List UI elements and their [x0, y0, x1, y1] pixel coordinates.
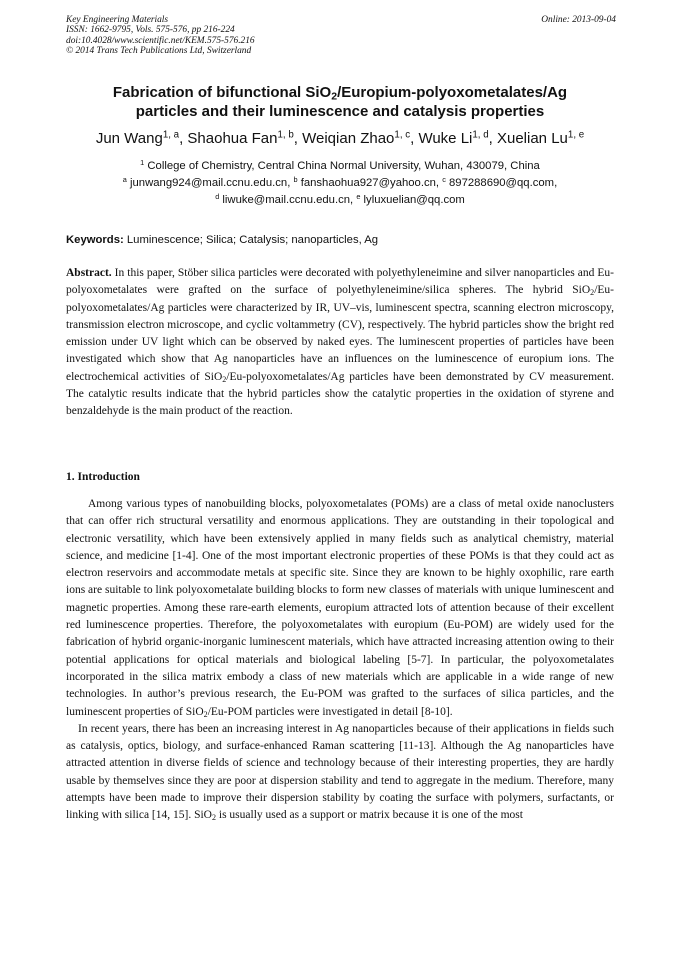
abstract [66, 265, 614, 421]
abstract-label: Abstract. [66, 267, 112, 279]
issn-line: ISSN: 1662-9795, Vols. 575-576, pp 216-224 [66, 25, 235, 36]
intro-paragraph-2 [66, 721, 614, 825]
keywords-label: Keywords: [66, 234, 124, 246]
abstract-subscript: 2 [222, 374, 227, 384]
title-text-b: /Europium-polyoxometalates/Ag [337, 84, 568, 101]
paragraph-text: In recent years, there has been an increasing interest in Ag nanoparticles because of their applications in fields such as catalysis, optics, biology, and surface-enhanced Raman scattering [11-13]. Although the Ag nanoparticles have attracted attention in diverse fields of science and technology because of their interesting properties, they are hardly usable by themselves since they are poor at dispersion stability and tend to aggregate in the medium. Therefore, many attempts have been made to improve their dispersion stability by coating the surface with polymers, surfactants, or linking with silica [14, 15]. SiO [66, 722, 614, 822]
author-name: Jun Wang [95, 130, 163, 147]
abstract-subscript: 2 [590, 288, 595, 298]
paragraph-subscript: 2 [203, 709, 208, 719]
abstract-text: /Eu-polyoxometalates/Ag particles have been demonstrated by CV measurement. The catalytic results indicate that the hybrid particles show the catalytic properties in the oxidation of styrene and benzaldehyde is the main product of the reaction. [66, 370, 614, 418]
paper-title [66, 83, 614, 121]
email-mark: d [215, 191, 220, 201]
email-line-1: $^a$ junwang924@mail.ccnu.edu.cn, $^b$ fanshaohua927@yahoo.cn, $^c$ 897288690@qq.com, [122, 174, 558, 189]
copyright-line: © 2014 Trans Tech Publications Ltd, Switzerland [66, 46, 252, 57]
author-name: Xuelian Lu [496, 130, 568, 147]
author-name: Shaohua Fan [187, 130, 278, 147]
email-mark: a [122, 174, 127, 184]
email-line-2: $^d$ liwuke@mail.ccnu.edu.cn, $^e$ lyluxuelian@qq.com [215, 191, 465, 206]
author-affil-mark: 1, c [394, 129, 411, 141]
title-subscript: 2 [331, 90, 338, 103]
journal-header [66, 15, 616, 57]
email-mark: c [442, 174, 446, 184]
introduction-body [66, 496, 614, 825]
email-a: junwang924@mail.ccnu.edu.cn [130, 177, 288, 189]
email-d: liwuke@mail.ccnu.edu.cn [222, 194, 351, 206]
online-date: Online: 2013-09-04 [541, 15, 616, 25]
abstract-text: /Eu-polyoxometalates/Ag particles were characterized by IR, UV–vis, luminescent spectra, scanning electron microscopy, transmission electron microscope, and cyclic voltammetry (CV), respectively. The hybrid particles show the bright red emission under UV light which can be observed by naked eyes. The luminescent properties of particles have been investigated which show that Ag nanoparticles have an influences on the luminescence of europium ions. The electrochemical activities of SiO [66, 284, 614, 383]
title-text-a: Fabrication of bifunctional SiO [112, 84, 332, 101]
affiliation-number: 1 [140, 157, 145, 167]
paragraph-text: Among various types of nanobuilding blocks, polyoxometalates (POMs) are a class of metal oxide nanoclusters that can offer rich structural versatility and enormous applications. They are outstanding in their topological and electronic versatility, which have been extensively applied in many fields such as analytical chemistry, material science, and medicine [1-4]. One of the most important electronic properties of these POMs is that they could act as electron reservoirs and accommodate metals at specific site. Since they are known to be highly oxophilic, rare earth ions are suitable to link polyoxometalate building blocks to form new classes of materials with unique luminescent and magnetic properties. Among these rare-earth elements, europium attracted lots of attention because of their excellent red luminescence properties. Therefore, the polyoxometalates with europium (Eu-POM) are widely used for the fabrication of hybrid organic-inorganic luminescent materials, which have attracted increasing attention owing to their potential applications for optical materials and biological labeling [5-7]. In particular, the polyoxometalates incorporated in the silica matrix embody a class of new materials which are applicable in a wide range of new technologies. In author’s previous research, the Eu-POM was grafted to the surfaces of silica particles, and the luminescent properties of SiO [66, 498, 614, 718]
email-mark: e [356, 191, 361, 201]
email-b: fanshaohua927@yahoo.cn [300, 177, 436, 189]
author-affil-mark: 1, a [162, 129, 180, 141]
journal-name: Key Engineering Materials [66, 15, 169, 25]
paragraph-subscript: 2 [211, 813, 217, 823]
paragraph-text: is usually used as a support or matrix because it is one of the most [216, 809, 523, 822]
author-affil-mark: 1, b [277, 129, 294, 141]
author-name: Weiqian Zhao [302, 130, 395, 147]
email-c: 897288690@qq.com [449, 177, 555, 189]
affiliation-line [66, 158, 614, 175]
email-mark: b [293, 174, 298, 184]
abstract-text: In this paper, Stöber silica particles were decorated with polyethyleneimine and silver nanoparticles and Eu-polyoxometalates were grafted on the surface of polyethyleneimine/silica spheres. The hybrid SiO [66, 267, 614, 297]
author-name: Wuke Li [418, 130, 473, 147]
section-heading-introduction: 1. Introduction [66, 471, 140, 483]
title-line-1 [66, 83, 614, 102]
intro-paragraph-1 [66, 496, 614, 721]
author-affil-mark: 1, e [567, 129, 585, 141]
keywords [66, 233, 614, 248]
title-line-2: particles and their luminescence and catalysis properties [135, 103, 545, 120]
author-affil-mark: 1, d [472, 129, 489, 141]
affiliations [66, 158, 614, 209]
author-list: Jun Wang$^{1, a}$, Shaohua Fan$^{1, b}$, Weiqian Zhao$^{1, c}$, Wuke Li$^{1, d}$, Xuelian Lu$^{1, e}$ [95, 129, 585, 147]
affiliation-text: College of Chemistry, Central China Normal University, Wuhan, 430079, China [147, 160, 540, 172]
doi-line: doi:10.4028/www.scientific.net/KEM.575-576.216 [66, 35, 255, 46]
keywords-text: Luminescence; Silica; Catalysis; nanoparticles, Ag [123, 234, 379, 246]
email-e: lyluxuelian@qq.com [363, 194, 465, 206]
paragraph-text: /Eu-POM particles were investigated in detail [8-10]. [207, 705, 453, 718]
